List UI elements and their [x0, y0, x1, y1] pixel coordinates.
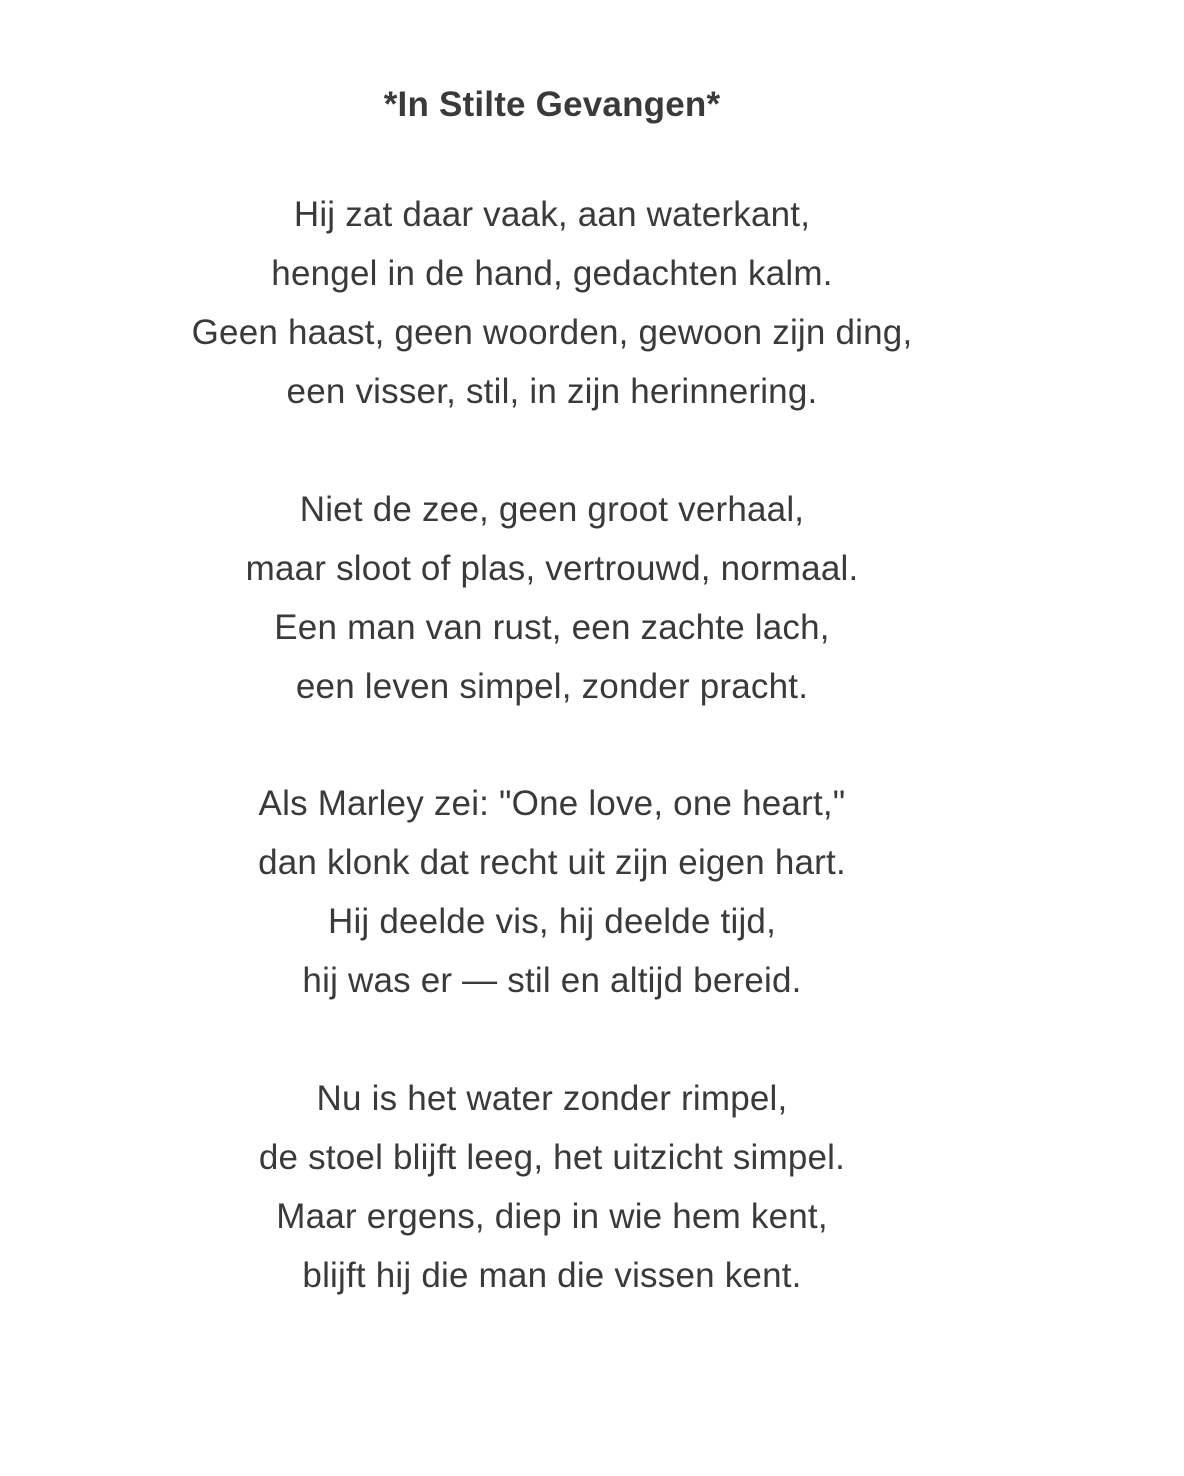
poem-line: de stoel blijft leeg, het uitzicht simpel. — [258, 1138, 846, 1177]
stanza-1 — [0, 185, 1104, 421]
stanza-4 — [0, 1069, 1104, 1305]
poem-line: hij was er — stil en altijd bereid. — [302, 961, 802, 1000]
stanza-3 — [0, 774, 1104, 1010]
poem-title: *In Stilte Gevangen* — [383, 85, 721, 124]
poem-line: hengel in de hand, gedachten kalm. — [271, 254, 833, 293]
poem-line: Hij zat daar vaak, aan waterkant, — [293, 195, 811, 234]
poem-line: maar sloot of plas, vertrouwd, normaal. — [245, 549, 859, 588]
poem-line: Een man van rust, een zachte lach, — [274, 608, 830, 647]
poem-line: Maar ergens, diep in wie hem kent, — [276, 1197, 828, 1236]
poem-line: een visser, stil, in zijn herinnering. — [286, 372, 818, 411]
stanza-2 — [0, 480, 1104, 716]
poem-line: blijft hij die man die vissen kent. — [302, 1256, 802, 1295]
poem-line: dan klonk dat recht uit zijn eigen hart. — [258, 843, 846, 882]
poem-line: Als Marley zei: "One love, one heart," — [258, 784, 846, 823]
poem-line: Nu is het water zonder rimpel, — [316, 1079, 788, 1118]
poem-line: Niet de zee, geen groot verhaal, — [299, 490, 805, 529]
poem-line: Geen haast, geen woorden, gewoon zijn ding, — [191, 313, 913, 352]
poem-line: een leven simpel, zonder pracht. — [295, 667, 809, 706]
poem-line: Hij deelde vis, hij deelde tijd, — [327, 902, 777, 941]
